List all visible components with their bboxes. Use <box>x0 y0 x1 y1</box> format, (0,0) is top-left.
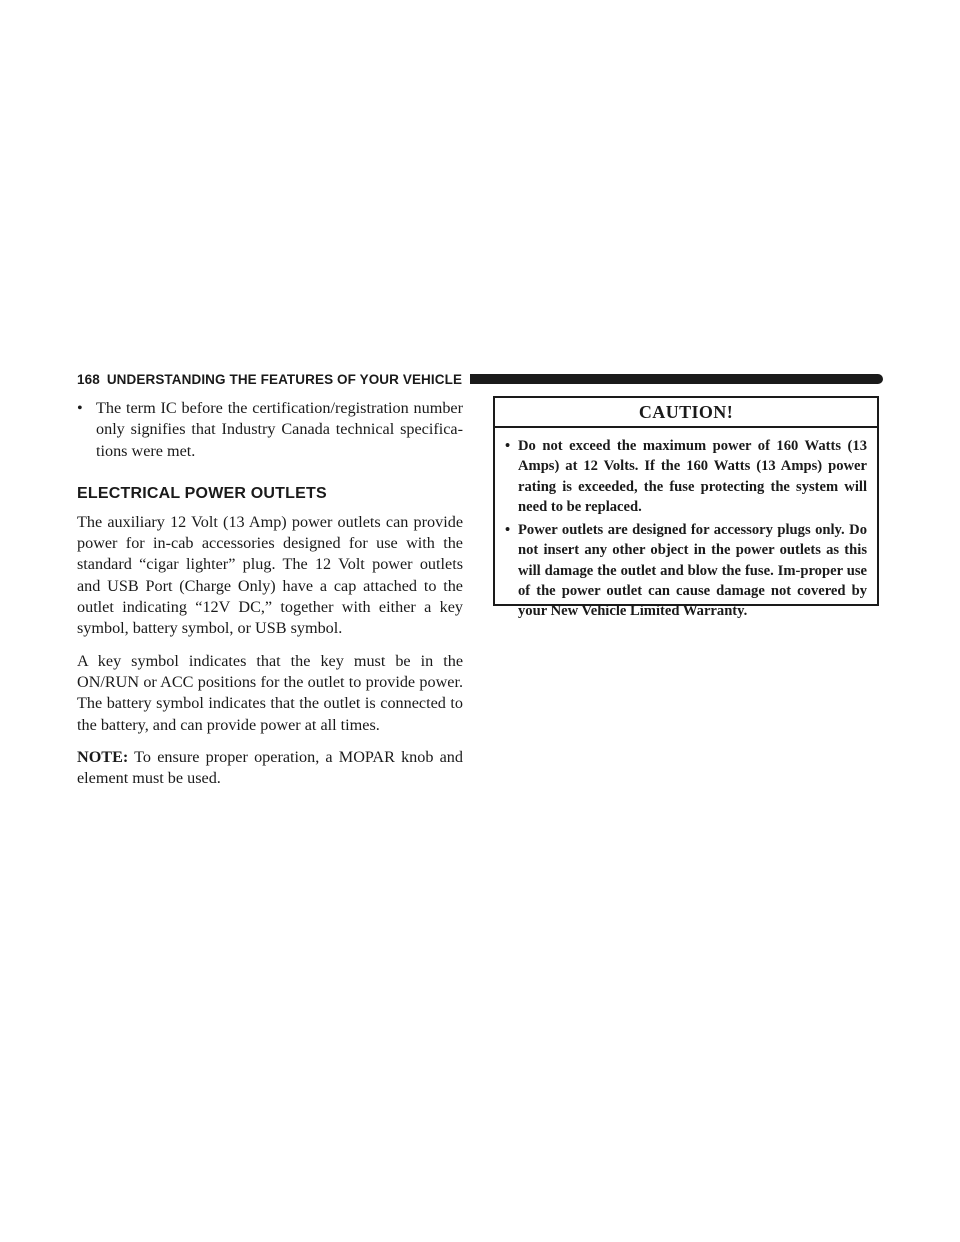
paragraph-outlets: The auxiliary 12 Volt (13 Amp) power outlets can provide power for in-cab accessories designed for use with the standard “cigar lighter” plug. The 12 Volt power outlets and USB Port (Charge Only) have a cap attached to the outlet indicating “12V DC,” together with either a key symbol, battery symbol, or USB symbol. <box>77 512 463 638</box>
paragraph-key-symbol: A key symbol indicates that the key must be in the ON/RUN or ACC positions for the outlet to provide power. The battery symbol indicates that the outlet is connected to the battery, and can provide power at all times. <box>77 651 463 734</box>
caution-item-text: Power outlets are designed for accessory plugs only. Do not insert any other object in the power outlets as this will damage the outlet and blow the fuse. Im-proper use of the power outlet can cause damage not covered by your New Vehicle Limited Warranty. <box>518 522 867 620</box>
section-title-header: UNDERSTANDING THE FEATURES OF YOUR VEHICLE <box>106 371 463 387</box>
note-paragraph <box>77 747 463 790</box>
bullet-icon: • <box>505 438 511 454</box>
note-text: To ensure proper operation, a MOPAR knob and element must be used. <box>77 747 463 788</box>
bullet-item <box>77 398 463 462</box>
caution-box <box>493 396 879 620</box>
caution-title: CAUTION! <box>495 398 877 428</box>
caution-item <box>505 520 867 621</box>
left-column <box>77 398 463 800</box>
caution-item-text: Do not exceed the maximum power of 160 Watts (13 Amps) at 12 Volts. If the 160 Watts (13 Amps) power rating is exceeded, the fuse protecting the system will need to be replaced. <box>518 438 867 515</box>
bullet-icon: • <box>77 399 83 417</box>
caution-item <box>505 436 867 517</box>
caution-list <box>495 428 877 622</box>
header-text <box>77 372 462 387</box>
section-heading: ELECTRICAL POWER OUTLETS <box>77 484 327 502</box>
note-label: NOTE: <box>77 747 129 766</box>
header-rule <box>470 374 883 384</box>
bullet-icon: • <box>505 522 511 539</box>
page-number: 168 <box>77 371 100 387</box>
bullet-text: The term IC before the certification/registration number only signifies that Industry Canada technical specifica-tions were met. <box>96 399 463 460</box>
page-header <box>77 368 883 390</box>
